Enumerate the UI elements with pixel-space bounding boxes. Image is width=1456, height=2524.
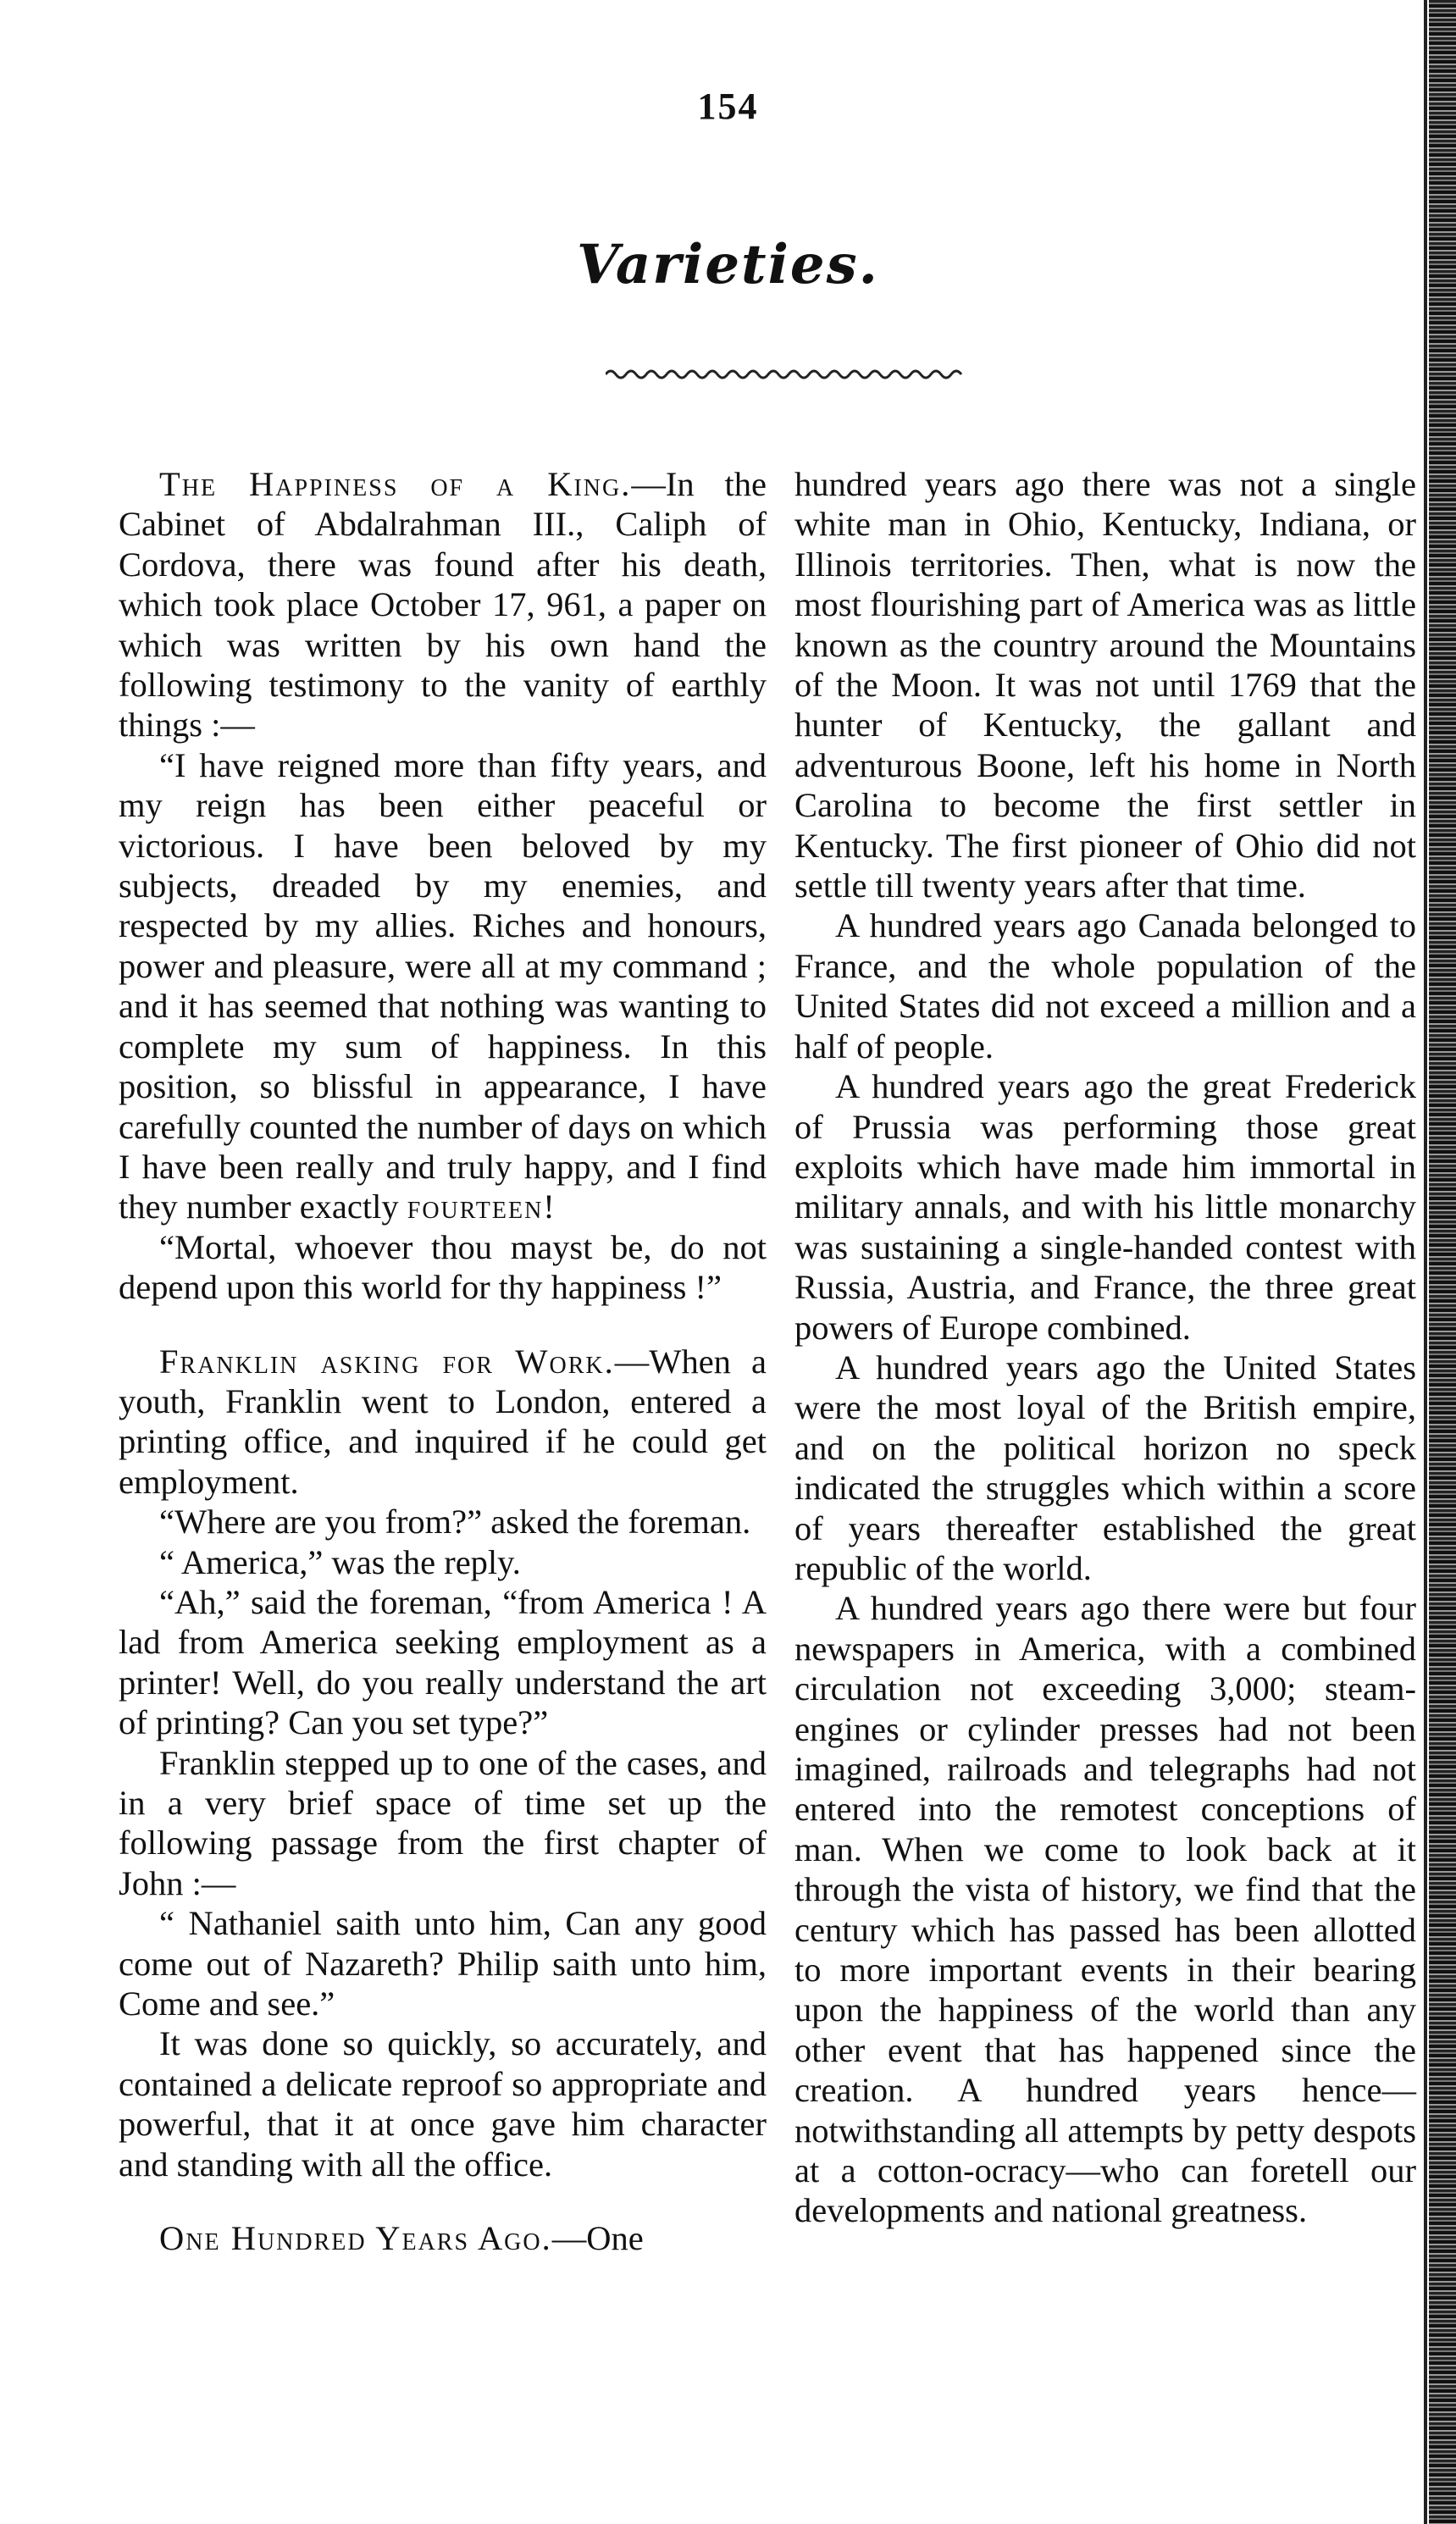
heading-happiness-of-a-king: The Happiness of a King. [159,465,632,503]
paragraph-nathaniel: “ Nathaniel saith unto him, Can any good come out of Nazareth? Philip saith unto him, Come and see.” [119,1904,767,2023]
left-column [119,464,767,2258]
text-happiness-intro: —In the Cabinet of Abdalrahman III., Caliph of Cordova, there was found after his death, which took place October 17, 961, a paper on which was written by his own hand the following testimony to the vanity of earthly things :— [119,465,767,744]
text-king-quote: “I have reigned more than fifty years, and my reign has been either peaceful or victorious. I have been beloved by my subjects, dreaded by my enemies, and respected by my allies. Riches and honours, power and pleasure, were all at my command ; and it has seemed that nothing was wanting to complete my sum of happiness. In this position, so blissful in appearance, I have carefully counted the number of days on which I have been really and truly happy, and I find they number exactly [119,745,767,1226]
paragraph-hundred-years-newspapers: A hundred years ago there were but four newspapers in America, with a combined circulation not exceeding 3,000; steam-engines or cylinder presses had not been imagined, railroads and telegraphs had not entered into the remotest conceptions of man. When we come to look back at it through the vista of history, we find that the century which has passed has been allotted to more important events in their bearing upon the happiness of the world than any other event that has happened since the creation. A hundred years hence—notwithstanding all attempts by petty despots at a cotton-ocracy—who can foretell our developments and national greatness. [794,1589,1416,2230]
paragraph-franklin-stepped: Franklin stepped up to one of the cases, and in a very brief space of time set up the following passage from the first chapter of John :— [119,1743,767,1902]
text-king-quote-end: ! [543,1187,555,1226]
right-column [794,464,1416,2231]
binding-edge-line [1424,0,1427,2524]
paragraph-foreman: “Ah,” said the foreman, “from America ! A lad from America seeking employment as a printer! Well, do you really understand the art of printing? Can you set type?” [119,1582,767,1742]
paragraph-hundred-years-ohio: hundred years ago there was not a single white man in Ohio, Kentucky, Indiana, or Illinois territories. Then, what is now the most flourishing part of America was as little known as the country around the Mountains of the Moon. It was not until 1769 that the hunter of Kentucky, the gallant and adventurous Boone, left his home in North Carolina to become the first settler in Kentucky. The first pioneer of Ohio did not settle till twenty years after that time. [794,465,1416,905]
paragraph-hundred-years-canada: A hundred years ago Canada belonged to France, and the whole population of the United States did not exceed a million and a half of people. [794,906,1416,1066]
paragraph-done-quickly: It was done so quickly, so accurately, and contained a delicate reproof so appropriate and powerful, that it at once gave him character and standing with all the office. [119,2024,767,2184]
paragraph-where-from: “Where are you from?” asked the foreman. [159,1503,751,1542]
text-franklin-intro: —When a youth, Franklin went to London, entered a printing office, and inquired if he could get employment. [119,1342,767,1501]
binding-edge-strip [1429,0,1456,2524]
paragraph-hundred-years-loyal: A hundred years ago the United States were the most loyal of the British empire, and on the political horizon no speck indicated the struggles which within a score of years thereafter established the great republic of the world. [794,1348,1416,1587]
paragraph-hundred-years-frederick: A hundred years ago the great Frederick of Prussia was performing those great exploits which have made him immortal in military annals, and with his little monarchy was sustaining a single-handed contest with Russia, Austria, and France, the three great powers of Europe combined. [794,1067,1416,1347]
heading-franklin-asking-for-work: Franklin asking for Work. [159,1342,615,1381]
heading-one-hundred-years-ago: One Hundred Years Ago. [159,2219,552,2258]
paragraph-king-quote [119,745,767,1227]
paragraph-happiness-of-a-king [119,464,767,745]
section-title: Varieties. [577,233,879,296]
ornament-divider [606,364,970,385]
text-fourteen: fourteen [407,1187,544,1226]
paragraph-one-hundred-years [119,2218,767,2258]
paragraph-mortal: “Mortal, whoever thou mayst be, do not depend upon this world for thy happiness !” [119,1227,767,1307]
text-one: —One [551,2219,644,2258]
page-number: 154 [697,86,759,127]
paragraph-franklin [119,1342,767,1503]
paragraph-america-reply: “ America,” was the reply. [159,1542,521,1581]
